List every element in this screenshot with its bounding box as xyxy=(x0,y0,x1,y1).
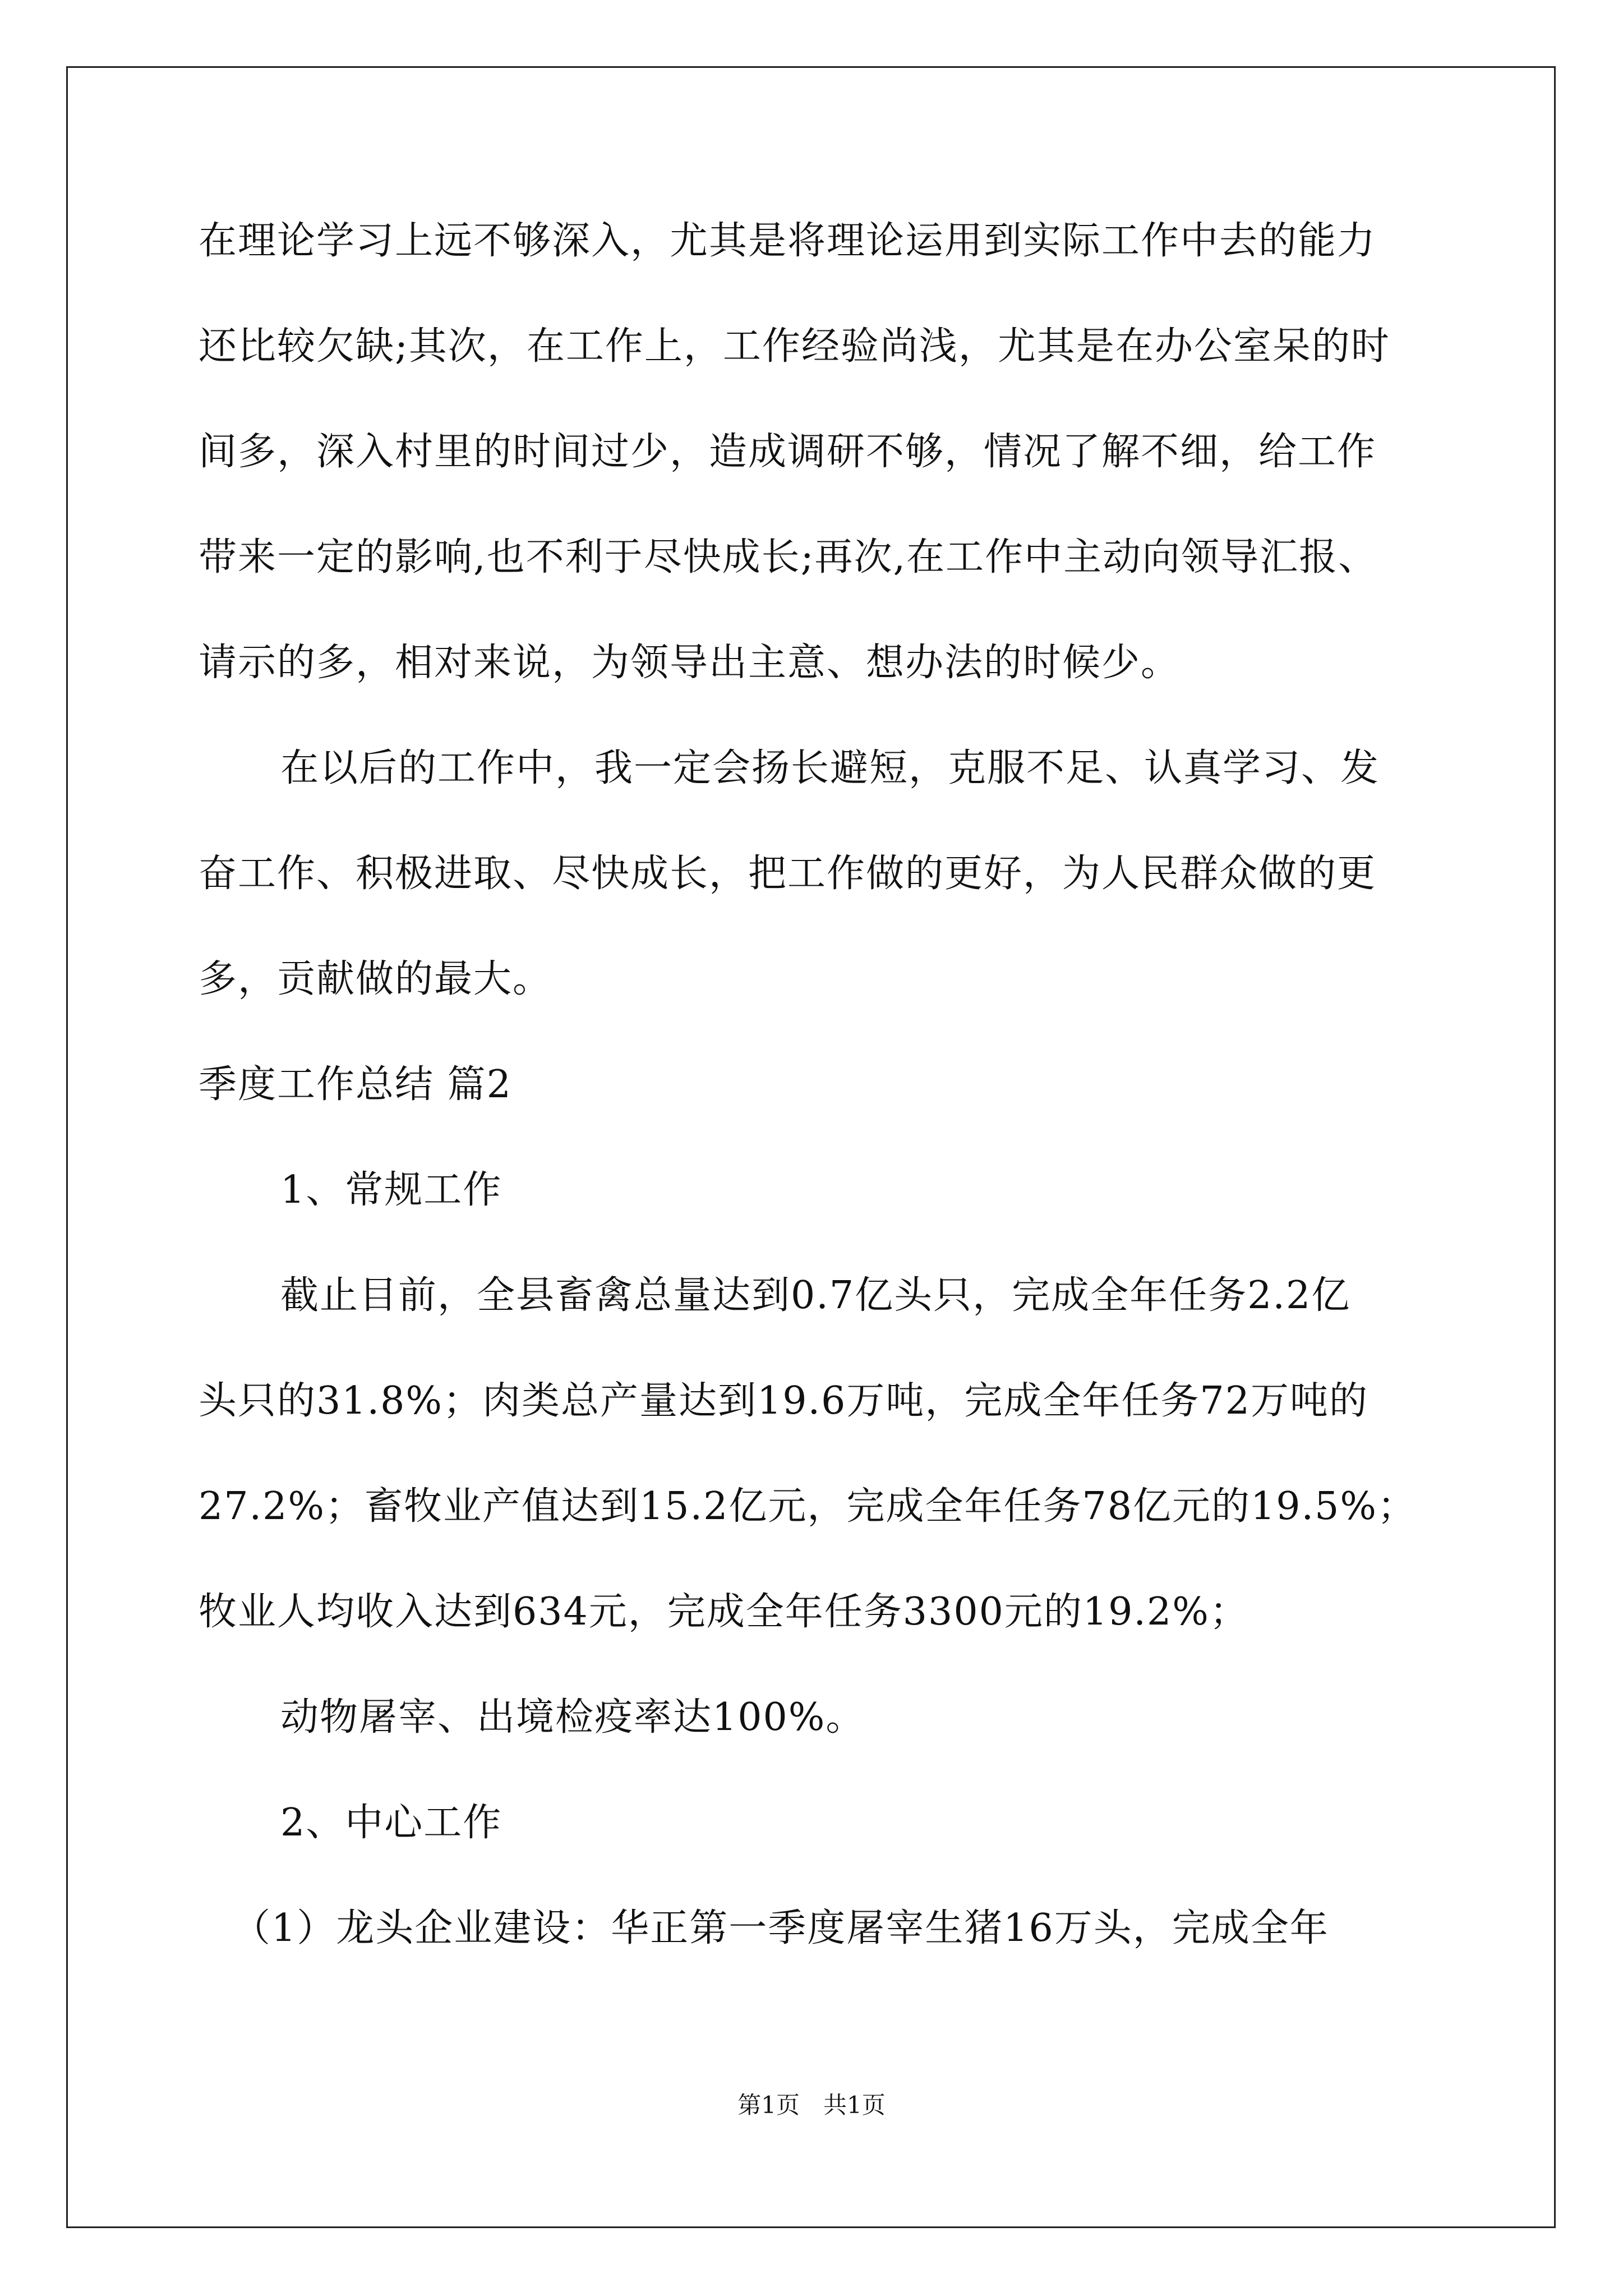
paragraph-line: 奋工作、积极进取、尽快成长，把工作做的更好，为人民群众做的更 xyxy=(199,852,1377,896)
paragraph-line: 头只的31.8%；肉类总产量达到19.6万吨，完成全年任务72万吨的 xyxy=(199,1379,1368,1423)
paragraph-line: 在理论学习上远不够深入，尤其是将理论运用到实际工作中去的能力 xyxy=(199,219,1377,263)
paragraph-line: 27.2%；畜牧业产值达到15.2亿元，完成全年任务78亿元的19.5%； xyxy=(199,1484,1417,1529)
page-footer: 第1页 共1页 xyxy=(737,2091,886,2119)
paragraph-line: 请示的多，相对来说，为领导出主意、想办法的时候少。 xyxy=(199,641,1181,685)
subsection-heading: 1、常规工作 xyxy=(280,1168,502,1212)
page-border xyxy=(66,66,1556,2228)
paragraph-line: 间多，深入村里的时间过少，造成调研不够，情况了解不细，给工作 xyxy=(199,430,1377,474)
paragraph-line: 动物屠宰、出境检疫率达100%。 xyxy=(280,1695,865,1740)
paragraph-line: 截止目前，全县畜禽总量达到0.7亿头只，完成全年任务2.2亿 xyxy=(280,1273,1351,1318)
paragraph-line: 带来一定的影响,也不利于尽快成长;再次,在工作中主动向领导汇报、 xyxy=(199,535,1378,579)
paragraph-line: 多，贡献做的最大。 xyxy=(199,957,552,1001)
section-heading: 季度工作总结 篇2 xyxy=(199,1062,512,1107)
paragraph-line: 在以后的工作中，我一定会扬长避短，克服不足、认真学习、发 xyxy=(280,746,1380,790)
paragraph-line: （1）龙头企业建设：华正第一季度屠宰生猪16万头，完成全年 xyxy=(232,1906,1329,1950)
paragraph-line: 还比较欠缺;其次，在工作上，工作经验尚浅，尤其是在办公室呆的时 xyxy=(199,324,1390,369)
subsection-heading: 2、中心工作 xyxy=(280,1801,502,1845)
paragraph-line: 牧业人均收入达到634元，完成全年任务3300元的19.2%； xyxy=(199,1590,1249,1634)
